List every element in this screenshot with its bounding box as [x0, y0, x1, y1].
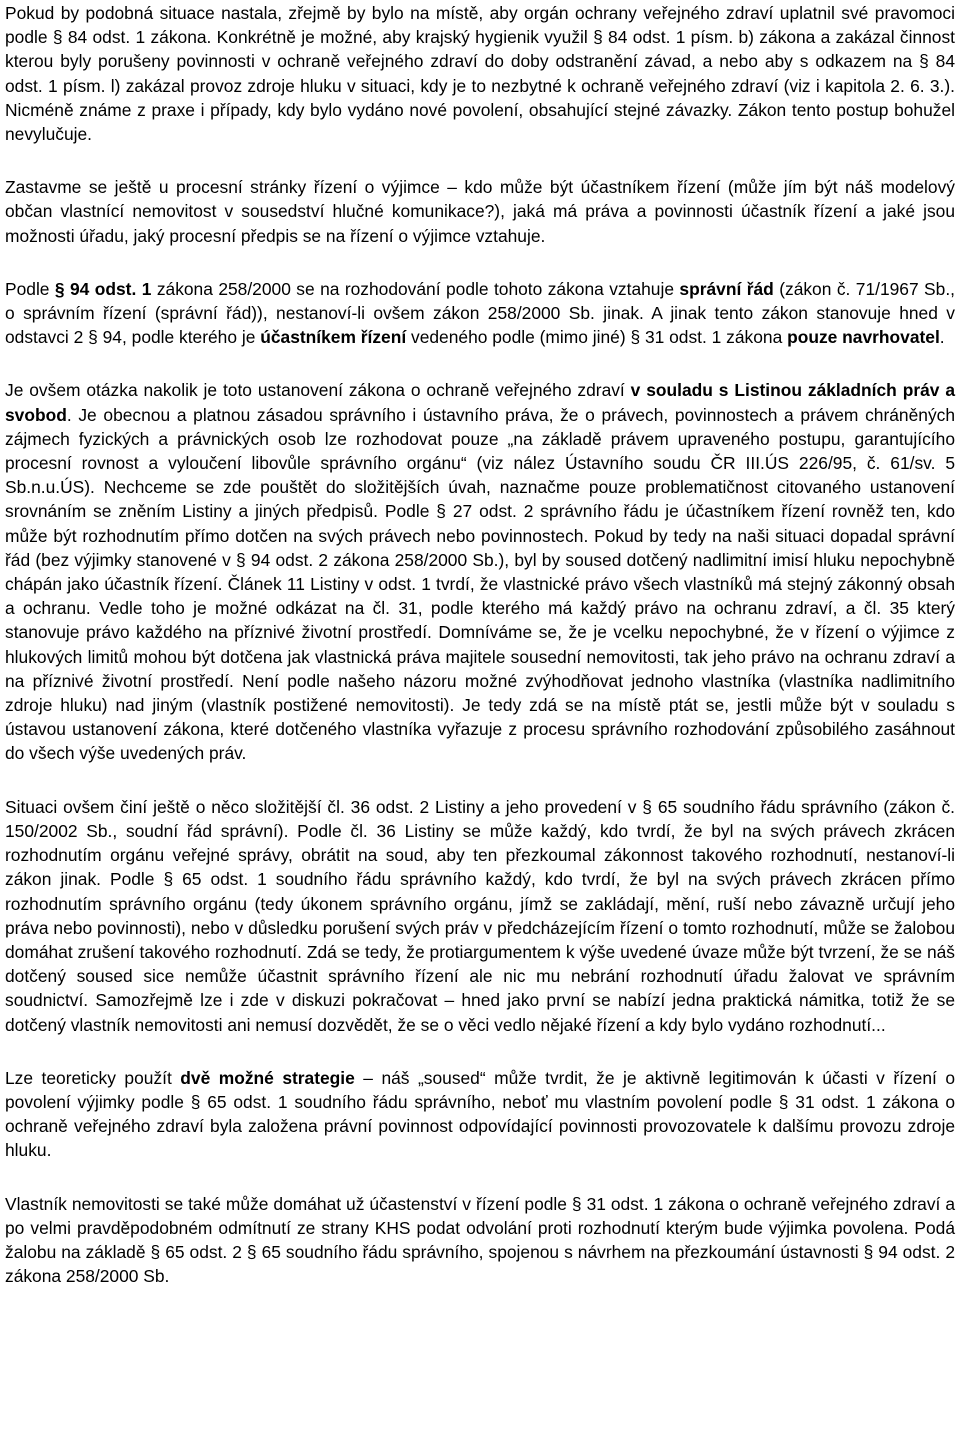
text-run: Pokud by podobná situace nastala, zřejmě by bylo na místě, aby orgán ochrany veřejného zdraví uplatnil své pravomoci podle § 84 odst. 1 zákona. Konkrétně je možné, aby krajský hygienik využil § 84 odst. 1 písm. b) zákona a zakázal činnost kterou byly porušeny povinnosti v ochraně veřejného zdraví do doby odstranění závad, a nebo aby s odkazem na § 84 odst. 1 písm. l) zakázal provoz zdroje hluku v situaci, kdy je to nezbytné k ochraně veřejného zdraví (viz i kapitola 2. 6. 3.). Nicméně známe z praxe i případy, kdy bylo vydáno nové povolení, obsahující stejné závazky. Zákon tento postup bohužel nevylučuje. [5, 3, 955, 145]
text-run: Podle [5, 278, 55, 299]
paragraph-7 [5, 1192, 955, 1289]
bold-text: § 94 odst. 1 [54, 278, 152, 299]
text-run: (zákon č. 71/1967 Sb., o správním řízení (správní řád)), nestanoví-li ovšem zákon 258/2000 Sb. jinak. A jinak tento zákon stanovuje hned v odstavci 2 § 94, podle kterého je [5, 278, 955, 348]
paragraph-3 [5, 277, 955, 350]
text-run: Situaci ovšem činí ještě o něco složitější čl. 36 odst. 2 Listiny a jeho provedení v § 65 soudního řádu správního (zákon č. 150/2002 Sb., soudní řád správní). Podle čl. 36 Listiny se může každý, kdo tvrdí, že byl na svých právech zkrácen rozhodnutím orgánu veřejné správy, obrátit na soud, aby ten přezkoumal zákonnost takového rozhodnutí, nestanoví-li zákon jinak. Podle § 65 odst. 1 soudního řádu správního každý, kdo tvrdí, že byl na svých právech zkrácen přímo rozhodnutím správního orgánu (tedy úkonem správního orgánu, jímž se zakládají, mění, ruší nebo závazně určují jeho práva nebo povinnosti), nebo v důsledku porušení svých práv v předcházejícím řízení o tomto rozhodnutí, může se žalobou domáhat zrušení takového rozhodnutí. Zdá se tedy, že protiargumentem k výše uvedené úvaze může být tvrzení, že se náš dotčený soused sice nemůže účastnit správního řízení ale nic mu nebrání rozhodnutí úřadu žalovat ve správním soudnictví. Samozřejmě lze i zde v diskuzi pokračovat – hned jako první se nabízí jedna praktická námitka, totiž že se dotčený vlastník nemovitosti ani nemusí dozvědět, že se o věci vedlo nějaké řízení a kdy bylo vydáno rozhodnutí... [5, 796, 955, 1035]
text-run: zákona 258/2000 se na rozhodování podle tohoto zákona vztahuje [151, 278, 680, 299]
paragraph-6 [5, 1066, 955, 1163]
text-run: Lze teoreticky použít [5, 1067, 181, 1088]
paragraph-1 [5, 1, 955, 146]
bold-text: účastníkem řízení [260, 327, 407, 348]
text-run: . [939, 327, 945, 348]
bold-text: pouze navrhovatel [787, 327, 940, 348]
text-run: . Je obecnou a platnou zásadou správního i ústavního práva, že o právech, povinnostech a právem chráněných zájmech fyzických a právnických osob lze rozhodovat pouze „na základě právem upraveného postupu, garantujícího procesní rovnost a vyloučení libovůle správního orgánu“ (viz nález Ústavního soudu ČR III.ÚS 226/95, č. 61/sv. 5 Sb.n.u.ÚS). Nechceme se zde pouštět do složitějších úvah, naznačme pouze problematičnost citovaného ustanovení srovnáním se zněním Listiny a jiných předpisů. Podle § 27 odst. 2 správního řádu je účastníkem řízení rovněž ten, kdo může být rozhodnutím přímo dotčen na svých právech nebo povinnostech. Pokud by tedy na naši situaci dopadal správní řád (bez výjimky stanovené v § 94 odst. 2 zákona 258/2000 Sb.), byl by soused dotčený nadlimitní imisí hluku nepochybně chápán jako účastník řízení. Článek 11 Listiny v odst. 1 tvrdí, že vlastnické právo všech vlastníků má stejný zákonný obsah a ochranu. Vedle toho je možné odkázat na čl. 31, podle kterého má každý právo na ochranu zdraví, a čl. 35 který stanovuje právo každého na příznivé životní prostředí. Domníváme se, že je vcelku nepochybné, že v řízení o výjimce z hlukových limitů mohou být dotčena jak vlastnická práva majitele sousední nemovitosti, tak jeho právo na ochranu zdraví a na příznivé životní prostředí. Není podle našeho názoru možné zvýhodňovat jednoho vlastníka (vlastníka nadlimitního zdroje hluku) nad jiným (vlastník postižené nemovitosti). Je tedy zdá se na místě ptát se, jestli může být v souladu s ústavou ustanovení zákona, které dotčeného vlastníka vyřazuje z procesu správního rozhodování způsobilého zasáhnout do všech výše uvedených práv. [5, 404, 955, 764]
bold-text: dvě možné strategie [180, 1067, 355, 1088]
paragraph-5 [5, 795, 955, 1037]
text-run: Zastavme se ještě u procesní stránky řízení o výjimce – kdo může být účastníkem řízení (může jím být náš modelový občan vlastnící nemovitost v sousedství hlučné komunikace?), jaká má práva a povinnosti účastník řízení a jaké jsou možnosti úřadu, jaký procesní předpis se na řízení o výjimce vztahuje. [5, 177, 955, 246]
text-run: vedeného podle (mimo jiné) § 31 odst. 1 zákona [406, 327, 788, 348]
bold-text: v souladu s Listinou základních práv a svobod [5, 380, 955, 425]
paragraph-4 [5, 378, 955, 765]
text-run: Je ovšem otázka nakolik je toto ustanovení zákona o ochraně veřejného zdraví [5, 380, 631, 401]
bold-text: správní řád [679, 278, 774, 299]
paragraph-2 [5, 175, 955, 248]
text-run: – náš „soused“ může tvrdit, že je aktivně legitimován k účasti v řízení o povolení výjimky podle § 65 odst. 1 soudního řádu správního, neboť mu vlastním povolení podle § 31 odst. 1 zákona o ochraně veřejného zdraví byla založena právní povinnost odpovídající povinnosti provozovatele k dalšímu provozu zdroje hluku. [5, 1067, 955, 1161]
text-run: Vlastník nemovitosti se také může domáhat už účastenství v řízení podle § 31 odst. 1 zákona o ochraně veřejného zdraví a po velmi pravděpodobném odmítnutí ze strany KHS podat odvolání proti rozhodnutí kterým bude výjimka povolena. Podá žalobu na základě § 65 odst. 2 § 65 soudního řádu správního, spojenou s návrhem na přezkoumání ústavnosti § 94 odst. 2 zákona 258/2000 Sb. [5, 1193, 955, 1287]
